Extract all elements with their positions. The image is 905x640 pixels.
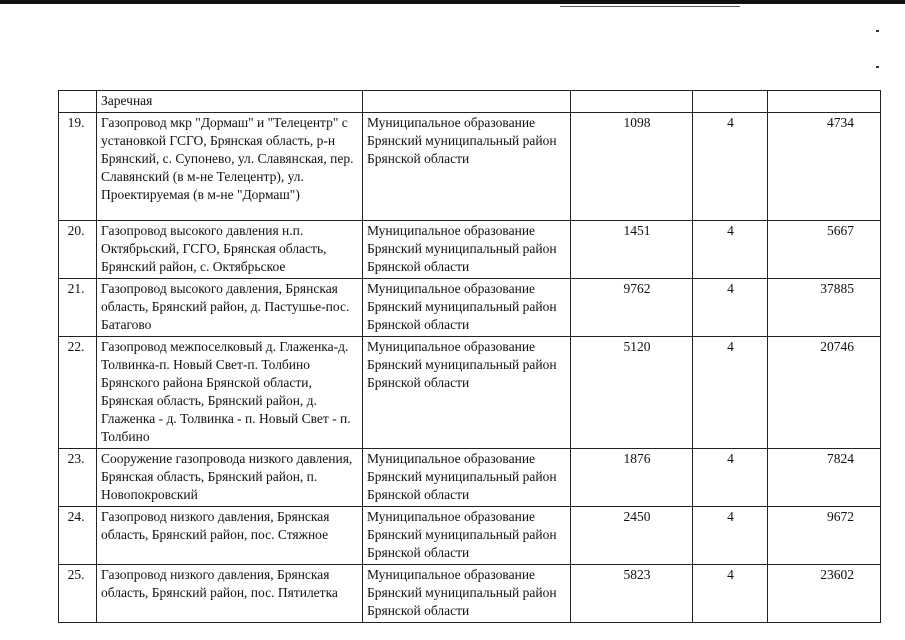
class-cell: 4 bbox=[693, 337, 768, 449]
object-description-cell: Газопровод высокого давления н.п. Октябрьский, ГСГО, Брянская область, Брянский район, с. Октябрьское bbox=[97, 221, 363, 279]
pipeline-registry-body bbox=[59, 91, 881, 623]
class-cell: 4 bbox=[693, 507, 768, 565]
table-row bbox=[59, 221, 881, 279]
table-row bbox=[59, 337, 881, 449]
value-cell: 9672 bbox=[768, 507, 881, 565]
length-cell: 1876 bbox=[571, 449, 693, 507]
row-number-cell: 22. bbox=[59, 337, 97, 449]
length-cell: 2450 bbox=[571, 507, 693, 565]
value-cell: 20746 bbox=[768, 337, 881, 449]
scan-speck bbox=[876, 30, 879, 32]
class-cell: 4 bbox=[693, 279, 768, 337]
class-cell: 4 bbox=[693, 113, 768, 221]
row-number-cell bbox=[59, 91, 97, 113]
value-cell bbox=[768, 91, 881, 113]
owner-cell: Муниципальное образование Брянский муниципальный район Брянской области bbox=[363, 507, 571, 565]
length-cell: 1451 bbox=[571, 221, 693, 279]
length-cell bbox=[571, 91, 693, 113]
table-row-continuation bbox=[59, 91, 881, 113]
row-number-cell: 25. bbox=[59, 565, 97, 623]
owner-cell: Муниципальное образование Брянский муниципальный район Брянской области bbox=[363, 113, 571, 221]
class-cell: 4 bbox=[693, 221, 768, 279]
row-number-cell: 21. bbox=[59, 279, 97, 337]
length-cell: 9762 bbox=[571, 279, 693, 337]
length-cell: 5120 bbox=[571, 337, 693, 449]
value-cell: 5667 bbox=[768, 221, 881, 279]
row-number-cell: 23. bbox=[59, 449, 97, 507]
object-description-cell: Газопровод мкр "Дормаш" и "Телецентр" с установкой ГСГО, Брянская область, р-н Брянский, с. Супонево, ул. Славянская, пер. Славянский (в м-не Телецентр), ул. Проектируемая (в м-не "Дормаш") bbox=[97, 113, 363, 221]
value-cell: 23602 bbox=[768, 565, 881, 623]
top-rule-thin bbox=[560, 6, 740, 7]
pipeline-registry-table bbox=[58, 90, 881, 623]
object-description-cell: Заречная bbox=[97, 91, 363, 113]
owner-cell: Муниципальное образование Брянский муниципальный район Брянской области bbox=[363, 221, 571, 279]
owner-cell bbox=[363, 91, 571, 113]
class-cell: 4 bbox=[693, 449, 768, 507]
table-row bbox=[59, 449, 881, 507]
object-description-cell: Газопровод низкого давления, Брянская область, Брянский район, пос. Стяжное bbox=[97, 507, 363, 565]
scan-speck bbox=[876, 66, 879, 68]
value-cell: 7824 bbox=[768, 449, 881, 507]
owner-cell: Муниципальное образование Брянский муниципальный район Брянской области bbox=[363, 279, 571, 337]
table-row bbox=[59, 507, 881, 565]
length-cell: 1098 bbox=[571, 113, 693, 221]
object-description-cell: Сооружение газопровода низкого давления, Брянская область, Брянский район, п. Новопокровский bbox=[97, 449, 363, 507]
class-cell: 4 bbox=[693, 565, 768, 623]
value-cell: 4734 bbox=[768, 113, 881, 221]
top-rule bbox=[0, 0, 905, 4]
value-cell: 37885 bbox=[768, 279, 881, 337]
object-description-cell: Газопровод межпоселковый д. Глаженка-д. Толвинка-п. Новый Свет-п. Толбино Брянского района Брянской области, Брянская область, Брянский район, д. Глаженка - д. Толвинка - п. Новый Свет - п. Толбино bbox=[97, 337, 363, 449]
owner-cell: Муниципальное образование Брянский муниципальный район Брянской области bbox=[363, 337, 571, 449]
owner-cell: Муниципальное образование Брянский муниципальный район Брянской области bbox=[363, 449, 571, 507]
length-cell: 5823 bbox=[571, 565, 693, 623]
object-description-cell: Газопровод высокого давления, Брянская область, Брянский район, д. Пастушье-пос. Батагово bbox=[97, 279, 363, 337]
row-number-cell: 20. bbox=[59, 221, 97, 279]
class-cell bbox=[693, 91, 768, 113]
object-description-cell: Газопровод низкого давления, Брянская область, Брянский район, пос. Пятилетка bbox=[97, 565, 363, 623]
row-number-cell: 19. bbox=[59, 113, 97, 221]
table-row bbox=[59, 565, 881, 623]
table-row bbox=[59, 279, 881, 337]
table-row bbox=[59, 113, 881, 221]
owner-cell: Муниципальное образование Брянский муниципальный район Брянской области bbox=[363, 565, 571, 623]
row-number-cell: 24. bbox=[59, 507, 97, 565]
